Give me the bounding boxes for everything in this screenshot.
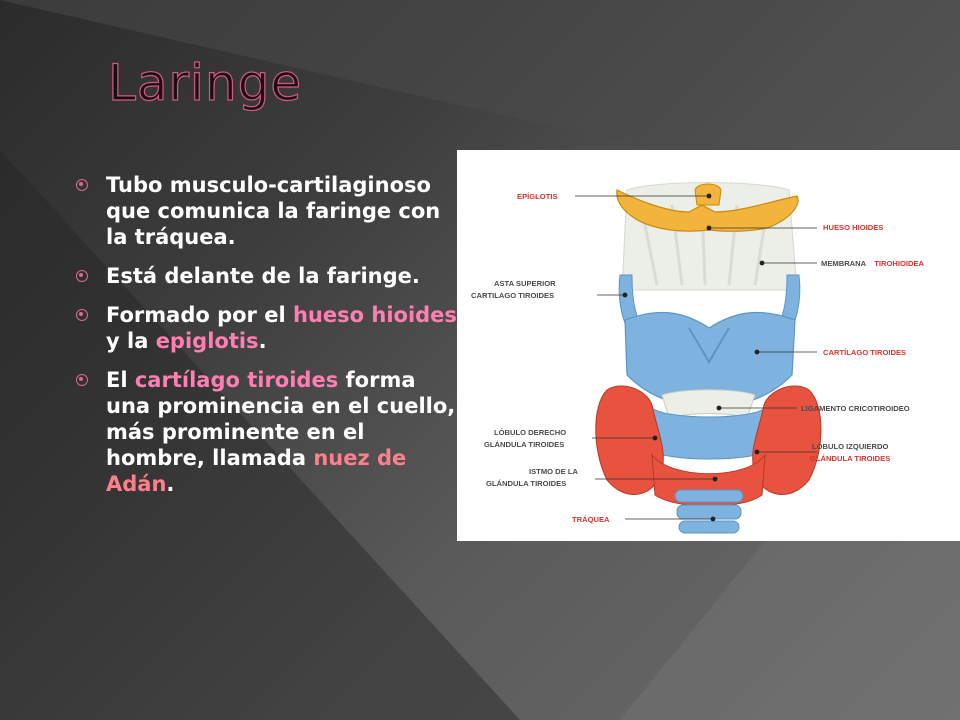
label-hueso-hioides: HUESO HIOIDES [823, 223, 884, 232]
bullet-circle-icon [76, 309, 88, 321]
slide-title: Laringe [108, 54, 303, 112]
bullet-text: . [166, 472, 175, 496]
bullet-item [74, 367, 458, 497]
bullet-text: Está delante de la faringe. [106, 264, 420, 288]
highlighted-term: nuez de Adán [106, 446, 407, 496]
bullet-circle-icon [76, 270, 88, 282]
label-lobulo-derecho-glandula: GLÁNDULA TIROIDES [484, 440, 565, 449]
bullet-item [74, 263, 458, 289]
label-istmo-glandula: GLÁNDULA TIROIDES [486, 479, 567, 488]
bullet-text: forma una prominencia en el cuello, más prominente en el hombre, llamada [106, 368, 456, 470]
label-asta-cartilago: CARTILAGO TIROIDES [471, 291, 555, 300]
label-traquea: TRÁQUEA [572, 515, 610, 524]
label-asta-superior: ASTA SUPERIOR [494, 279, 556, 288]
bullet-item [74, 302, 458, 354]
label-cartilago-tiroides: CARTÍLAGO TIROIDES [823, 348, 907, 357]
label-membrana-tirohioidea: MEMBRANA TIROHIOIDEA [821, 259, 925, 268]
bullet-text: Formado por el [106, 303, 293, 327]
larynx-diagram [457, 150, 960, 541]
bullet-text: El [106, 368, 135, 392]
label-epiglotis: EPÍGLOTIS [517, 192, 558, 201]
highlighted-term: hueso hioides [292, 303, 457, 327]
label-lobulo-izquierdo-glandula: GLÁNDULA TIROIDES [810, 454, 891, 463]
bullet-item [74, 172, 458, 250]
highlighted-term: cartílago tiroides [134, 368, 339, 392]
bullet-circle-icon [76, 179, 88, 191]
label-istmo: ISTMO DE LA [529, 467, 578, 476]
thyroid-right-lobe [596, 386, 664, 495]
bullet-text: y la [106, 329, 156, 353]
bullet-list [74, 172, 458, 510]
highlighted-term: epiglotis [155, 329, 259, 353]
label-lobulo-derecho: LÓBULO DERECHO [494, 428, 567, 437]
bullet-circle-icon [76, 374, 88, 386]
bullet-text: . [258, 329, 267, 353]
bullet-text: Tubo musculo-cartilaginoso que comunica la faringe con la tráquea. [106, 173, 441, 249]
trachea [677, 505, 741, 519]
label-ligamento: LIGAMENTO CRICOTIROIDEO [801, 404, 910, 413]
label-lobulo-izquierdo: LÓBULO IZQUIERDO [812, 442, 889, 451]
